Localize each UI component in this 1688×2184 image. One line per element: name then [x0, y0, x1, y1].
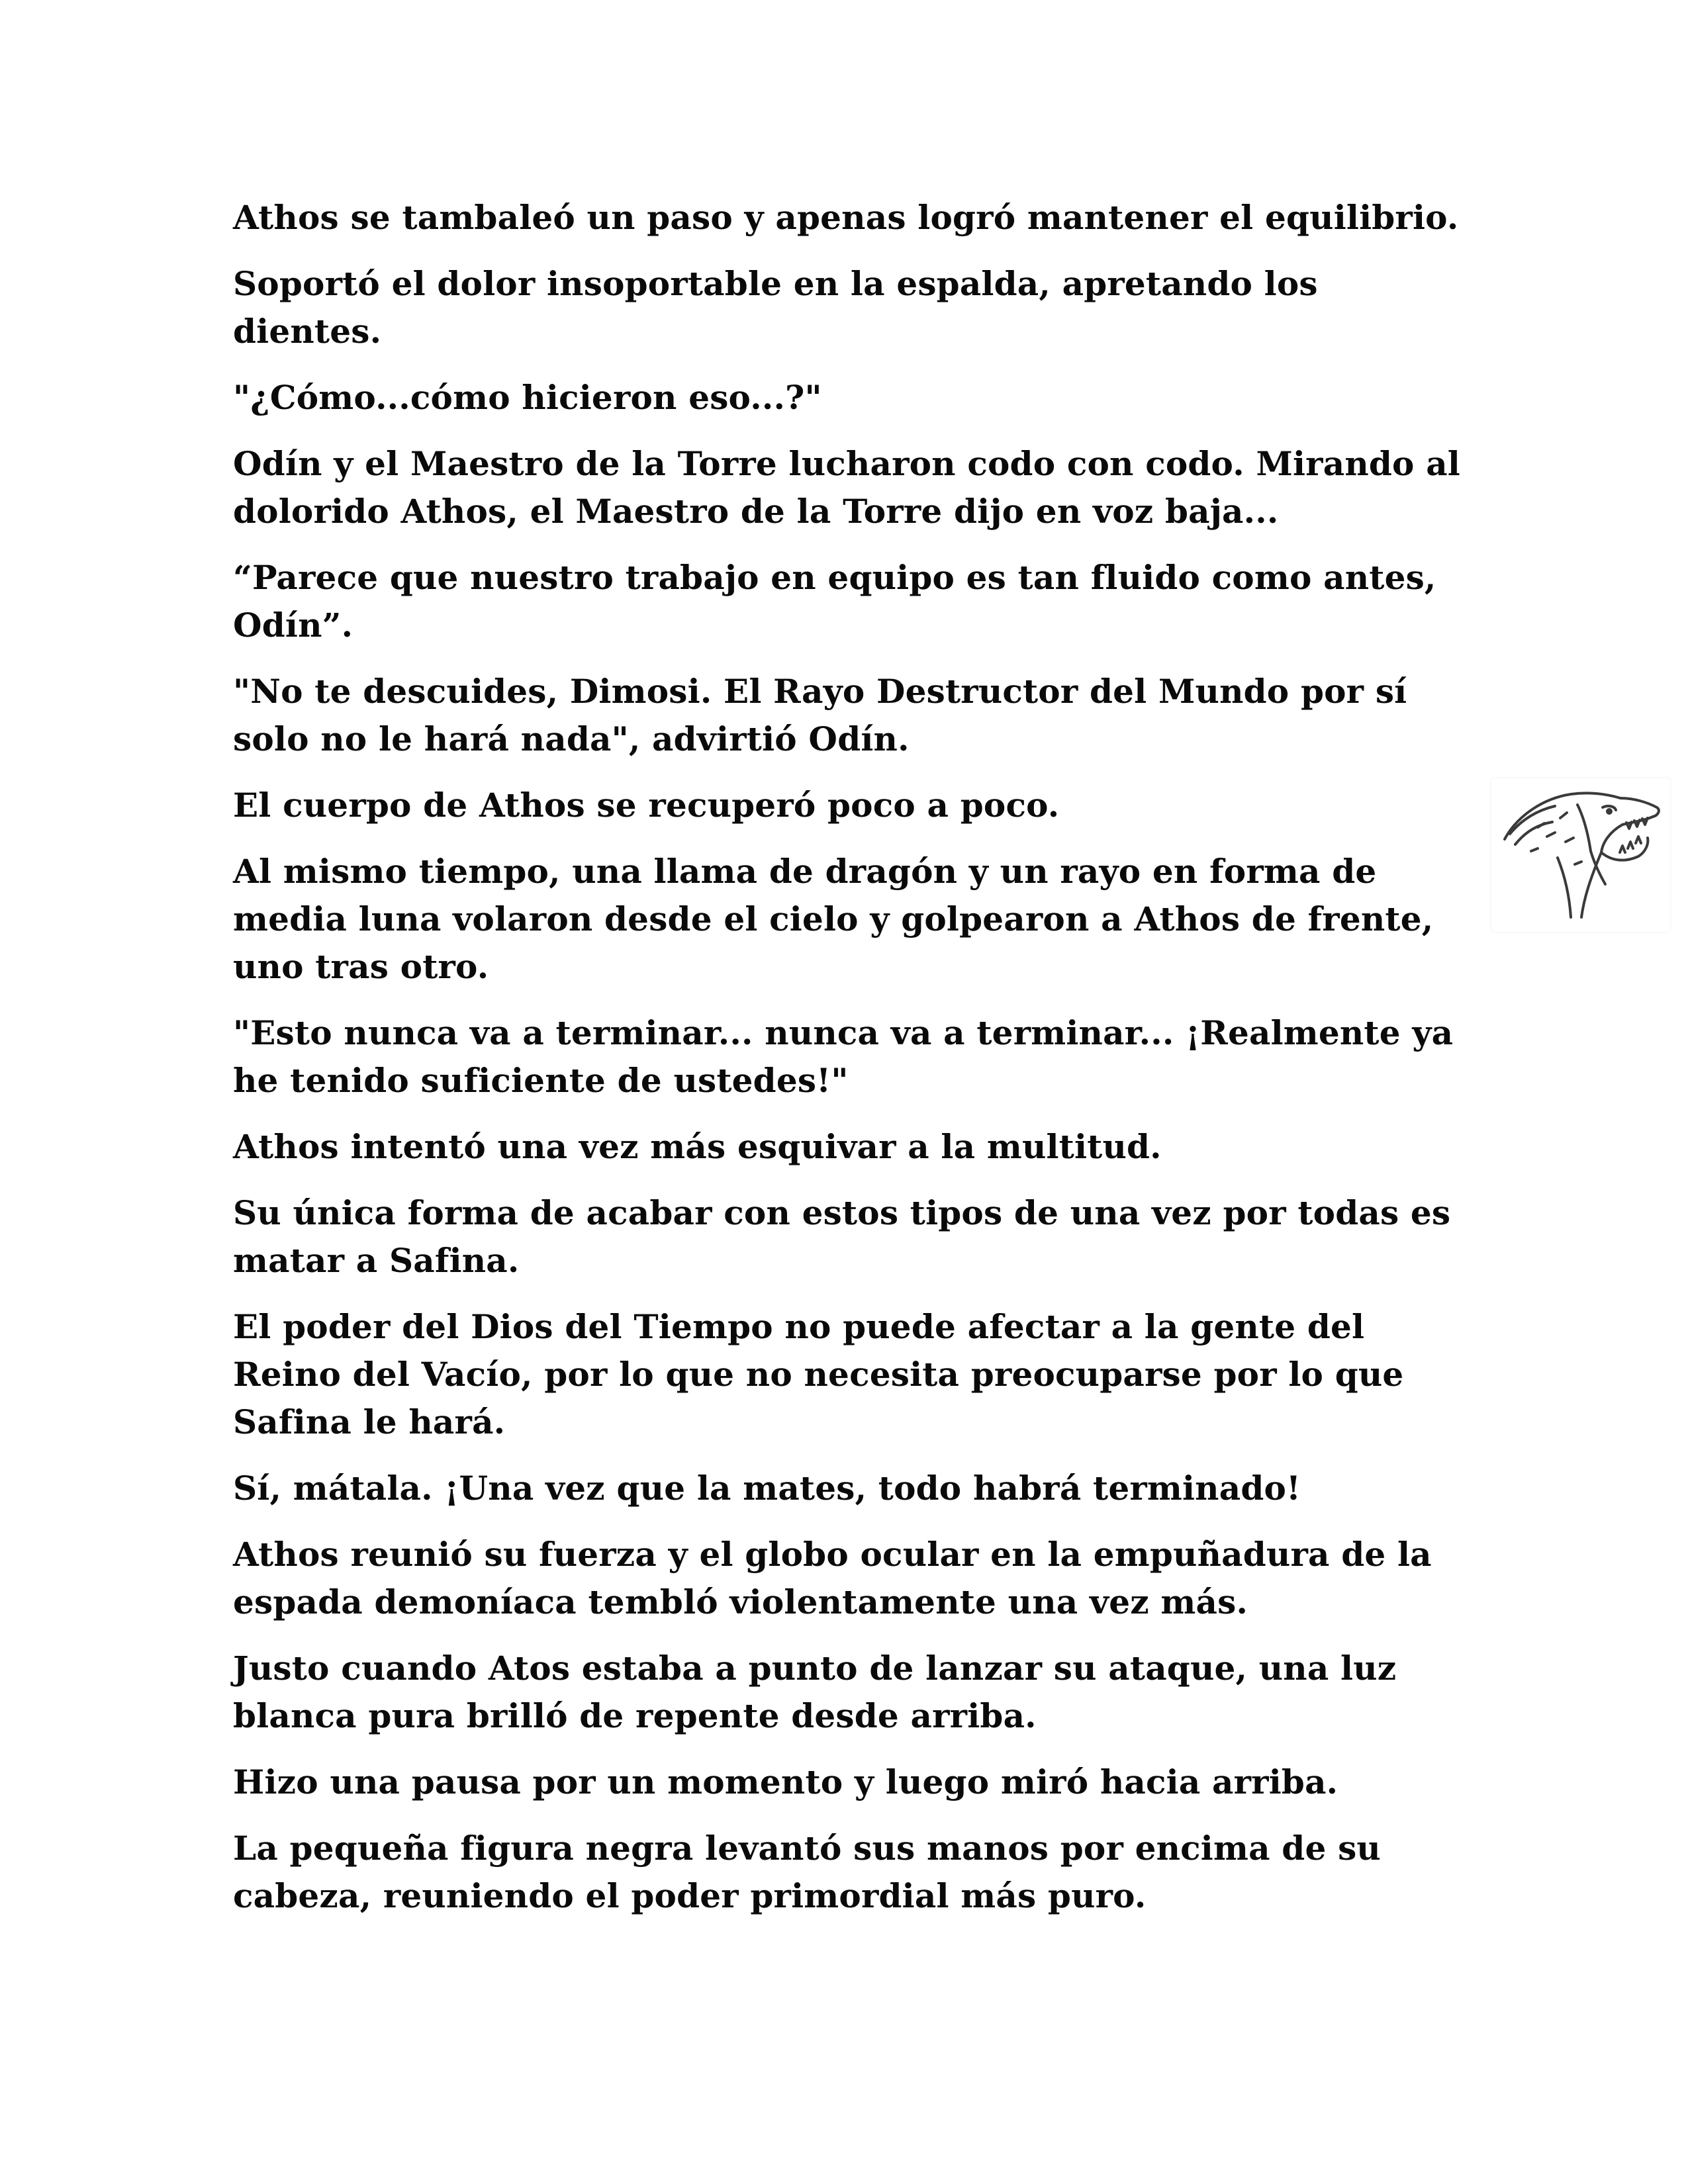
paragraph-6: "No te descuides, Dimosi. El Rayo Destructor del Mundo por sí solo no le hará nada", advirtió Odín.: [233, 672, 1407, 758]
paragraph-15: Justo cuando Atos estaba a punto de lanzar su ataque, una luz blanca pura brilló de repente desde arriba.: [233, 1649, 1397, 1735]
paragraph-2: Soportó el dolor insoportable en la espalda, apretando los dientes.: [233, 264, 1318, 351]
dinosaur-watermark: [1491, 778, 1670, 932]
paragraph-9: "Esto nunca va a terminar... nunca va a terminar... ¡Realmente ya he tenido suficiente de ustedes!": [233, 1013, 1454, 1100]
paragraph-3: "¿Cómo...cómo hicieron eso...?": [233, 378, 822, 417]
paragraph-5: “Parece que nuestro trabajo en equipo es tan fluido como antes, Odín”.: [233, 558, 1436, 645]
story-text: [233, 194, 1477, 1938]
paragraph-8: Al mismo tiempo, una llama de dragón y un rayo en forma de media luna volaron desde el cielo y golpearon a Athos de frente, uno tras otro.: [233, 852, 1434, 986]
paragraph-4: Odín y el Maestro de la Torre lucharon codo con codo. Mirando al dolorido Athos, el Maestro de la Torre dijo en voz baja...: [233, 444, 1460, 531]
paragraph-11: Su única forma de acabar con estos tipos de una vez por todas es matar a Safina.: [233, 1193, 1451, 1280]
paragraph-14: Athos reunió su fuerza y el globo ocular en la empuñadura de la espada demoníaca tembló violentamente una vez más.: [233, 1535, 1432, 1621]
paragraph-13: Sí, mátala. ¡Una vez que la mates, todo habrá terminado!: [233, 1469, 1301, 1508]
paragraph-1: Athos se tambaleó un paso y apenas logró mantener el equilibrio.: [233, 198, 1459, 237]
paragraph-17: La pequeña figura negra levantó sus manos por encima de su cabeza, reuniendo el poder primordial más puro.: [233, 1829, 1381, 1915]
dinosaur-head-icon: [1491, 778, 1670, 932]
paragraph-12: El poder del Dios del Tiempo no puede afectar a la gente del Reino del Vacío, por lo que no necesita preocuparse por lo que Safina le hará.: [233, 1307, 1404, 1441]
paragraph-10: Athos intentó una vez más esquivar a la multitud.: [233, 1127, 1162, 1166]
paragraph-16: Hizo una pausa por un momento y luego miró hacia arriba.: [233, 1762, 1338, 1801]
paragraph-7: El cuerpo de Athos se recuperó poco a poco.: [233, 786, 1060, 825]
